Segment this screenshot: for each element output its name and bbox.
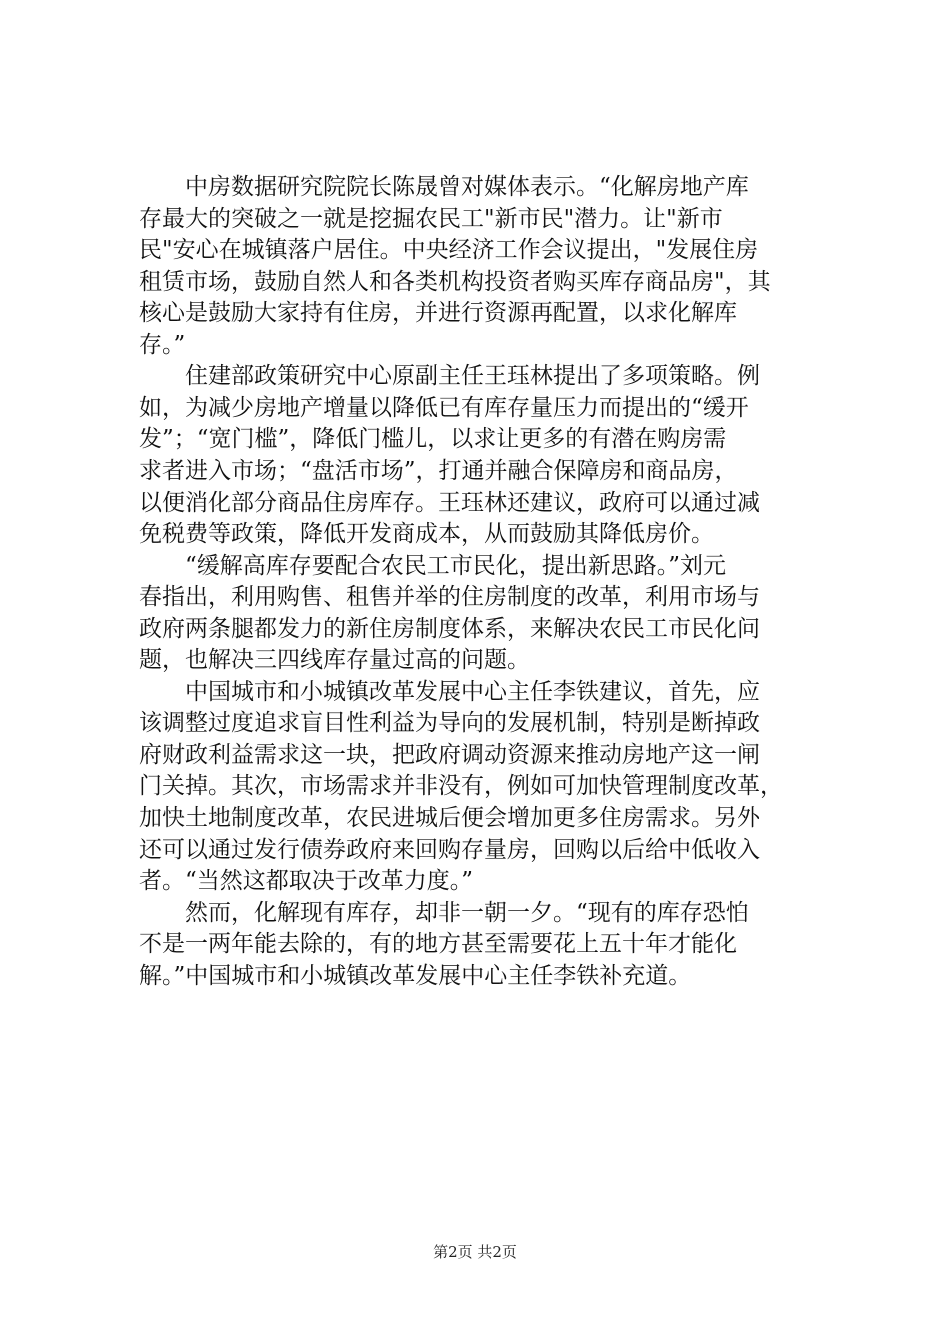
text-line: 中房数据研究院院长陈晟曾对媒体表示。“化解房地产库 (185, 174, 749, 200)
text-line: 住建部政策研究中心原副主任王珏林提出了多项策略。例 (185, 363, 760, 390)
text-line: 者。“当然这都取决于改革力度。” (139, 868, 474, 895)
text-line: 如，为减少房地产增量以降低已有库存量压力而提出的“缓开 (139, 394, 749, 421)
text-line: 存。” (139, 331, 186, 358)
text-line: 免税费等政策，降低开发商成本，从而鼓励其降低房价。 (139, 521, 714, 548)
text-line: 解。”中国城市和小城镇改革发展中心主任李铁补充道。 (139, 962, 692, 989)
text-line: 加快土地制度改革，农民进城后便会增加更多住房需求。另外 (139, 805, 760, 831)
text-line: “缓解高库存要配合农民工市民化，提出新思路。”刘元 (185, 552, 727, 579)
text-line: 不是一两年能去除的，有的地方甚至需要花上五十年才能化 (139, 931, 737, 958)
text-line: 然而，化解现有库存，却非一朝一夕。“现有的库存恐怕 (185, 899, 749, 926)
text-line: 核心是鼓励大家持有住房，并进行资源再配置，以求化解库 (139, 300, 737, 327)
page-footer (0, 1242, 950, 1262)
text-line: 中国城市和小城镇改革发展中心主任李铁建议，首先，应 (185, 678, 760, 705)
text-line: 发”；“宽门槛”，降低门槛儿，以求让更多的有潜在购房需 (139, 426, 727, 453)
text-line: 还可以通过发行债券政府来回购存量房，回购以后给中低收入 (139, 836, 760, 863)
text-line: 以便消化部分商品住房库存。王珏林还建议，政府可以通过减 (139, 489, 760, 516)
text-line: 民"安心在城镇落户居住。中央经济工作会议提出，"发展住房 (139, 237, 759, 264)
text-line: 题，也解决三四线库存量过高的问题。 (139, 647, 530, 674)
text-line: 该调整过度追求盲目性利益为导向的发展机制，特别是断掉政 (139, 710, 760, 737)
text-line: 门关掉。其次，市场需求并非没有，例如可加快管理制度改革， (139, 773, 783, 800)
text-line: 存最大的突破之一就是挖掘农民工"新市民"潜力。让"新市 (139, 205, 723, 232)
text-line: 府财政利益需求这一块，把政府调动资源来推动房地产这一闸 (139, 741, 760, 768)
text-line: 春指出，利用购售、租售并举的住房制度的改革，利用市场与 (139, 584, 760, 611)
page-number-label: 第2页 共2页 (433, 1243, 517, 1261)
text-line: 租赁市场，鼓励自然人和各类机构投资者购买库存商品房"，其 (139, 268, 771, 295)
text-line: 政府两条腿都发力的新住房制度体系，来解决农民工市民化问 (139, 615, 760, 642)
text-line: 求者进入市场；“盘活市场”，打通并融合保障房和商品房， (139, 457, 738, 484)
